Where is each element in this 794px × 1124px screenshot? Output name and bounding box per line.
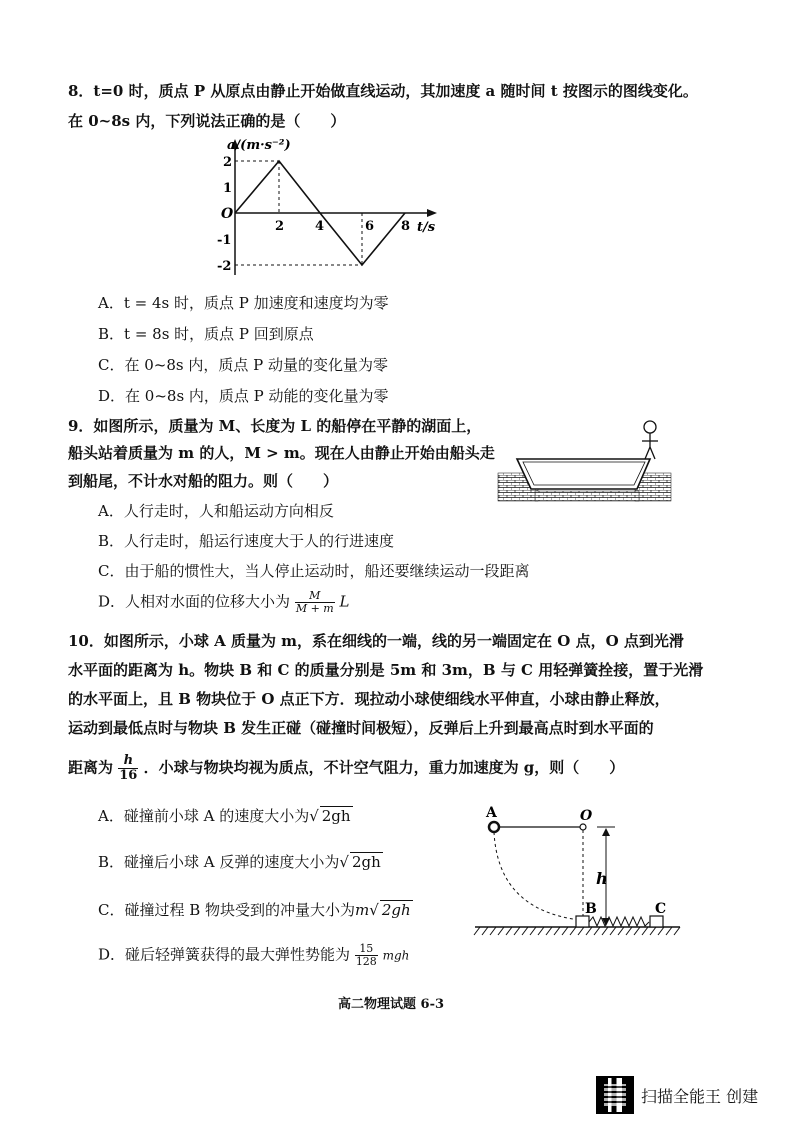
- q9-boat: [517, 459, 650, 489]
- q9-boat-figure: [495, 415, 675, 505]
- q10-stem-line2: 水平面的距离为 h。物块 B 和 C 的质量分别是 5m 和 3m，B 与 C 用轻弹簧拴接，置于光滑: [68, 661, 704, 679]
- q8-stem-line2: 在 0~8s 内，下列说法正确的是（ ）: [68, 112, 346, 130]
- q10-option-c-m: m: [355, 901, 370, 919]
- qr-code-icon: [598, 1078, 632, 1112]
- q10-stem-line5: [68, 754, 624, 783]
- q9-person: [642, 421, 658, 459]
- q10-h-over-16-num: h: [118, 754, 138, 769]
- q8-xtick-6: 6: [365, 219, 375, 234]
- q8-stem-line1: 8．t=0 时，质点 P 从原点由静止开始做直线运动，其加速度 a 随时间 t 按图示的图线变化。: [68, 82, 698, 100]
- q10-option-d-suffix: mgh: [382, 948, 410, 963]
- q9-option-d: [98, 590, 349, 615]
- q8-xtick-4: 4: [315, 219, 325, 234]
- q10-h-over-16: [118, 754, 138, 783]
- q10-option-c-root: 2gh: [381, 901, 411, 919]
- q9-stem-line2: 船头站着质量为 m 的人，M > m。现在人由静止开始由船头走: [68, 444, 495, 462]
- q10-option-b-prefix: B．碰撞后小球 A 反弹的速度大小为: [98, 853, 340, 871]
- q10-ball-a: [489, 822, 499, 832]
- q9-option-d-numerator: M: [295, 590, 335, 603]
- q10-label-b: B: [585, 901, 597, 917]
- q8-option-a: A．t = 4s 时，质点 P 加速度和速度均为零: [98, 294, 389, 312]
- q9-option-d-fraction: [295, 590, 335, 615]
- q10-stem-line3: 的水平面上，且 B 物块位于 O 点正下方．现拉动小球使细线水平伸直，小球由静止释放，: [68, 690, 670, 708]
- q10-block-c: [650, 916, 663, 927]
- q10-option-a-prefix: A．碰撞前小球 A 的速度大小为: [98, 807, 310, 825]
- q9-water-bottom: [535, 491, 639, 501]
- q10-option-a: A．碰撞前小球 A 的速度大小为√ 2gh: [98, 807, 351, 825]
- q9-option-d-denominator: M + m: [295, 602, 334, 615]
- q10-option-c-prefix: C．碰撞过程 B 物块受到的冲量大小为: [98, 901, 356, 919]
- q10-label-c: C: [655, 901, 667, 917]
- q8-acceleration-graph: [205, 135, 450, 280]
- q10-h-arrow-up: [602, 828, 610, 836]
- q8-xtick-2: 2: [275, 219, 285, 234]
- scanner-watermark: 扫描全能王 创建: [641, 1087, 759, 1106]
- q10-option-c: C．碰撞过程 B 物块受到的冲量大小为m√ 2gh: [98, 901, 411, 919]
- q8-ytick-minus1: -1: [217, 233, 232, 248]
- q8-origin-label: O: [221, 206, 234, 222]
- q10-label-o: O: [580, 808, 593, 824]
- q9-option-b: B．人行走时，船运行速度大于人的行进速度: [98, 532, 395, 550]
- q9-option-a: A．人行走时，人和船运动方向相反: [98, 502, 334, 520]
- q10-option-a-root: 2gh: [321, 807, 351, 825]
- q8-t-axis-arrow: [427, 209, 437, 217]
- q10-label-a: A: [486, 805, 497, 821]
- q9-stem-line1: 9．如图所示，质量为 M、长度为 L 的船停在平静的湖面上，: [68, 417, 482, 435]
- q10-pivot-o: [580, 824, 586, 830]
- q10-h-over-16-den: 16: [119, 768, 138, 783]
- q10-ground-hatch: [474, 927, 680, 935]
- q8-option-c: C．在 0~8s 内，质点 P 动量的变化量为零: [98, 356, 388, 374]
- q10-option-b-root: 2gh: [351, 853, 381, 871]
- q10-pendulum-figure: [470, 800, 685, 940]
- q10-stem-line4: 运动到最低点时与物块 B 发生正碰（碰撞时间极短），反弹后上升到最高点时到水平面的: [68, 719, 654, 737]
- q9-option-c: C．由于船的惯性大，当人停止运动时，船还要继续运动一段距离: [98, 562, 530, 580]
- q10-option-d-prefix: D．碰后轻弹簧获得的最大弹性势能为: [98, 945, 351, 964]
- q10-block-b: [576, 916, 589, 927]
- q9-option-d-prefix: D．人相对水面的位移大小为: [98, 592, 291, 611]
- q8-xtick-8: 8: [401, 219, 411, 234]
- q10-swing-arc: [494, 832, 580, 920]
- q8-ytick-2: 2: [223, 155, 233, 170]
- q10-option-d-numerator: 15: [355, 943, 378, 956]
- q8-xlabel: t/s: [417, 220, 436, 235]
- q10-spring: [589, 917, 649, 926]
- page-footer: 高二物理试题 6-3: [338, 997, 445, 1012]
- q10-stem-line5-suffix: ．小球与物块均视为质点，不计空气阻力，重力加速度为 g，则（ ）: [143, 758, 625, 777]
- q8-ylabel: a/(m·s⁻²): [227, 138, 291, 153]
- q8-option-d: D．在 0~8s 内，质点 P 动能的变化量为零: [98, 387, 389, 405]
- q10-option-d-fraction: [355, 943, 378, 968]
- q10-label-h: h: [596, 869, 608, 888]
- q8-option-b: B．t = 8s 时，质点 P 回到原点: [98, 325, 314, 343]
- q8-ytick-minus2: -2: [217, 259, 232, 274]
- q10-stem-line5-prefix: 距离为: [68, 758, 114, 777]
- q8-ytick-1: 1: [223, 181, 233, 196]
- q10-stem-line1: 10．如图所示，小球 A 质量为 m，系在细线的一端，线的另一端固定在 O 点，O 点到光滑: [68, 632, 684, 650]
- q9-stem-line3: 到船尾，不计水对船的阻力。则（ ）: [68, 472, 339, 490]
- q10-option-d: [98, 943, 409, 968]
- q10-option-b: B．碰撞后小球 A 反弹的速度大小为√ 2gh: [98, 853, 381, 871]
- q10-option-d-denominator: 128: [355, 955, 377, 968]
- q9-option-d-suffix: L: [339, 592, 350, 611]
